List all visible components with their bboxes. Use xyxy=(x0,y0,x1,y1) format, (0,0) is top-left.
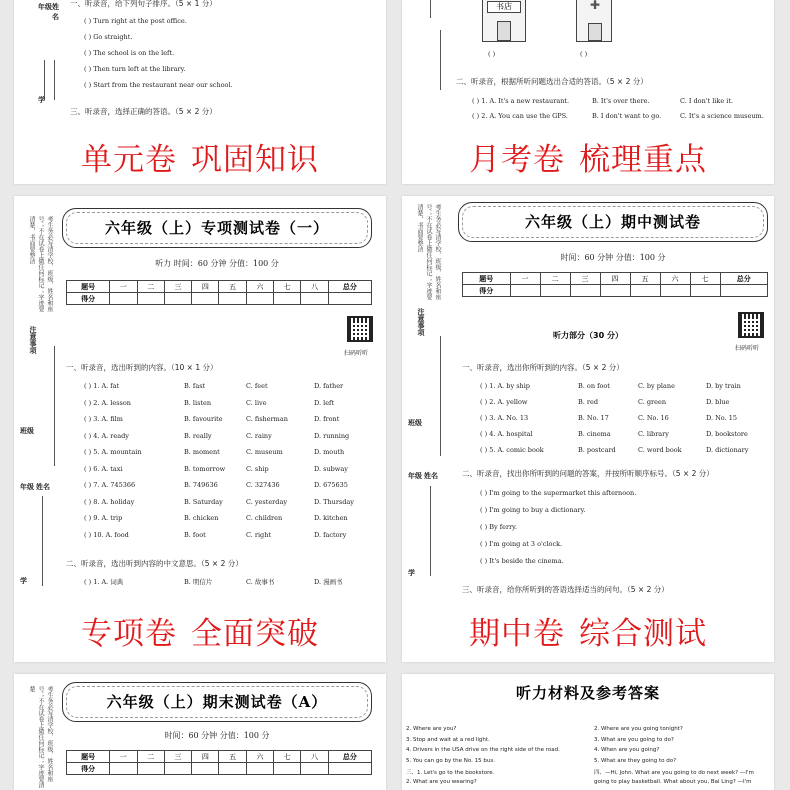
option: C. word book xyxy=(638,446,682,454)
margin-label-school: 学 xyxy=(20,576,27,585)
exam-title-box xyxy=(458,202,768,242)
option: C. I don't like it. xyxy=(680,97,733,105)
margin-rule xyxy=(430,0,431,18)
margin-label-name: 姓名 xyxy=(424,471,438,480)
section-heading: 二、听录音，选出听到内容的中文意思。（5 × 2 分） xyxy=(66,559,243,568)
option: C. fisherman xyxy=(246,415,288,423)
binding-margin xyxy=(14,196,58,662)
score-cell: 七 xyxy=(274,751,301,763)
option: ( ) 5. A. comic book xyxy=(480,446,544,454)
monthly-test-preview xyxy=(402,0,774,184)
option: ( ) 2. A. You can use the GPS. xyxy=(472,112,568,120)
score-cell: 五 xyxy=(219,281,246,293)
margin-label-school: 学 xyxy=(408,568,415,577)
score-cell: 五 xyxy=(630,273,660,285)
option: D. by train xyxy=(706,382,741,390)
exam-subtitle: 听力 时间：60 分钟 分值：100 分 xyxy=(155,259,279,268)
option: C. right xyxy=(246,530,272,539)
margin-label-grade: 年级 xyxy=(408,471,422,480)
score-cell: 得分 xyxy=(67,763,110,775)
score-table-row xyxy=(67,293,372,305)
score-cell: 三 xyxy=(164,751,191,763)
option: B. I don't want to go. xyxy=(592,112,662,120)
score-table-header xyxy=(463,273,768,285)
score-cell: 一 xyxy=(510,273,540,285)
margin-rule xyxy=(44,60,45,100)
exam-subtitle: 时间：60 分钟 分值：100 分 xyxy=(164,731,270,740)
caption xyxy=(402,134,774,179)
score-cell: 三 xyxy=(570,273,600,285)
question-line: ( ) The school is on the left. xyxy=(84,49,175,57)
margin-label-name: 姓名 xyxy=(36,482,50,491)
answer-line: 4. Drivers in the USA drive on the right side of the road. xyxy=(406,747,560,753)
option: B. cinema xyxy=(578,430,611,438)
option: D. mouth xyxy=(314,448,345,456)
option: D. 675635 xyxy=(314,481,348,489)
option: B. It's over there. xyxy=(592,97,650,105)
notice-label: 注意事项 xyxy=(29,326,38,354)
section-heading: 二、听录音，找出你所听到的问题的答案，并按所听顺序标号。（5 × 2 分） xyxy=(462,469,714,478)
question-line: ( ) Go straight. xyxy=(84,33,133,41)
option: C. 故事书 xyxy=(246,578,275,586)
answer-line: 四、—Hi, John. What are you going to do next week? —I'm xyxy=(594,770,754,776)
answer-line: 4. When are you going? xyxy=(594,747,660,753)
caption-part: 梳理重点 xyxy=(579,142,707,178)
caption-part: 期中卷 xyxy=(469,616,565,652)
score-cell: 二 xyxy=(540,273,570,285)
final-test-preview xyxy=(14,674,386,790)
option: C. ship xyxy=(246,464,269,473)
option: B. chicken xyxy=(184,514,219,522)
score-cell: 五 xyxy=(219,751,246,763)
margin-rule xyxy=(440,336,441,456)
margin-label-grade: 年级 xyxy=(20,482,34,491)
option: C. 327436 xyxy=(246,481,280,489)
score-cell: 七 xyxy=(274,281,301,293)
option: C. children xyxy=(246,514,283,522)
score-cell: 总分 xyxy=(720,273,768,285)
midterm-test-preview xyxy=(402,196,774,662)
notice-label: 注意事项 xyxy=(417,308,426,336)
option: B. foot xyxy=(184,530,206,539)
score-cell: 四 xyxy=(192,751,219,763)
exam-title-box xyxy=(62,208,372,248)
answer-line: 三、1. Let's go to the bookstore. xyxy=(406,770,495,776)
margin-rule xyxy=(440,30,441,90)
option: D. running xyxy=(314,431,350,440)
option: C. No. 16 xyxy=(638,414,669,422)
question-line: ( ) I'm going to the supermarket this afternoon. xyxy=(480,489,637,497)
score-cell: 二 xyxy=(137,281,164,293)
option: C. It's a science museum. xyxy=(680,112,764,120)
section-heading: 三、听录音，选择正确的答语。（5 × 2 分） xyxy=(70,107,217,116)
exam-title-box xyxy=(62,682,372,722)
caption-part: 综合测试 xyxy=(579,616,707,652)
answer-key-preview xyxy=(402,674,774,790)
score-table-row xyxy=(463,285,768,297)
margin-rule xyxy=(42,496,43,586)
score-table xyxy=(66,280,372,305)
notice-text: 考生务必写清学校、班级、姓名和座号；不在试卷上做任何标记；字迹要清楚 xyxy=(28,686,53,788)
margin-label-school: 学 xyxy=(38,95,45,104)
margin-label-grade: 年级 xyxy=(38,2,52,11)
option: C. live xyxy=(246,398,267,407)
option: B. 明信片 xyxy=(184,578,213,586)
binding-margin xyxy=(14,674,58,790)
score-cell: 总分 xyxy=(328,281,371,293)
option: C. library xyxy=(638,430,669,438)
question-line: ( ) I'm going to buy a dictionary. xyxy=(480,506,586,514)
question-line: ( ) Then turn left at the library. xyxy=(84,65,186,73)
score-table-row xyxy=(67,763,372,775)
option: D. bookstore xyxy=(706,430,748,438)
score-table-header xyxy=(67,281,372,293)
option: D. 漫画书 xyxy=(314,578,343,586)
caption-part: 专项卷 xyxy=(81,616,177,652)
section-heading: 一、听录音，选出你所听到的内容。（5 × 2 分） xyxy=(462,363,624,372)
option: D. Thursday xyxy=(314,497,354,506)
bookstore-image xyxy=(482,0,526,42)
option: D. factory xyxy=(314,530,347,539)
option: C. feet xyxy=(246,382,268,390)
score-cell: 六 xyxy=(660,273,690,285)
exam-title: 六年级（上）专项测试卷（一） xyxy=(104,219,329,237)
option: C. yesterday xyxy=(246,497,288,506)
caption-part: 全面突破 xyxy=(191,616,319,652)
margin-rule xyxy=(54,60,55,100)
score-cell: 一 xyxy=(110,281,137,293)
answer-line: 2. What are you wearing? xyxy=(406,778,477,785)
score-table xyxy=(66,750,372,775)
option: B. tomorrow xyxy=(184,464,226,473)
qr-code-icon[interactable] xyxy=(347,316,373,342)
option: B. 749636 xyxy=(184,481,218,489)
score-cell: 八 xyxy=(301,281,328,293)
bookstore-sign: 书店 xyxy=(487,1,521,13)
question-line: ( ) By ferry. xyxy=(480,523,518,531)
section-heading: 二、听录音，根据所听问题选出合适的答语。（5 × 2 分） xyxy=(456,77,648,86)
question-line: ( ) Turn right at the post office. xyxy=(84,17,187,25)
special-test-preview xyxy=(14,196,386,662)
option: B. moment xyxy=(184,448,220,456)
caption xyxy=(14,134,386,179)
option: D. No. 15 xyxy=(706,414,738,422)
score-cell: 得分 xyxy=(463,285,511,297)
answer-line: 3. What are you going to do? xyxy=(594,736,674,743)
door-icon xyxy=(588,23,602,41)
score-table-header xyxy=(67,751,372,763)
option: ( ) 2. A. lesson xyxy=(84,398,131,407)
exam-title: 六年级（上）期中测试卷 xyxy=(524,213,701,231)
margin-label-name: 姓名 xyxy=(52,2,59,21)
score-cell: 二 xyxy=(137,751,164,763)
option: ( ) 3. A. No. 13 xyxy=(480,414,529,422)
listening-heading: 听力部分（30 分） xyxy=(553,331,623,340)
section-heading: 三、听录音，给你所听到的答语选择适当的问句。（5 × 2 分） xyxy=(462,585,669,594)
exam-subtitle: 时间：60 分钟 分值：100 分 xyxy=(560,253,666,262)
caption xyxy=(14,608,386,653)
option: ( ) 1. A. 词典 xyxy=(84,578,124,586)
score-cell: 七 xyxy=(690,273,720,285)
option: B. listen xyxy=(184,398,212,407)
option: D. blue xyxy=(706,398,730,406)
option: B. fast xyxy=(184,382,206,390)
score-cell: 六 xyxy=(246,281,273,293)
option: ( ) 1. A. It's a new restaurant. xyxy=(472,97,570,105)
margin-label-class: 班级 xyxy=(20,426,34,435)
score-cell: 总分 xyxy=(328,751,371,763)
option: D. subway xyxy=(314,464,348,473)
margin-rule xyxy=(430,486,431,576)
score-cell: 八 xyxy=(301,751,328,763)
option: ( ) 1. A. by ship xyxy=(480,382,530,390)
qr-label: 扫码听听 xyxy=(735,345,760,352)
option: ( ) 9. A. trip xyxy=(84,514,123,522)
answer-line: 3. Stop and wait at a red light. xyxy=(406,736,490,743)
answer-line: 2. Where are you going tonight? xyxy=(594,726,683,732)
answer-key-title: 听力材料及参考答案 xyxy=(515,684,660,702)
score-table xyxy=(462,272,768,297)
score-cell: 四 xyxy=(192,281,219,293)
score-cell: 一 xyxy=(110,751,137,763)
option: ( ) 7. A. 745366 xyxy=(84,481,136,489)
cross-icon: ✚ xyxy=(589,0,601,12)
option: ( ) 3. A. film xyxy=(84,415,123,423)
option: ( ) 2. A. yellow xyxy=(480,398,528,406)
score-cell: 得分 xyxy=(67,293,110,305)
qr-label: 扫码听听 xyxy=(344,350,369,357)
answer-paren: ( ) xyxy=(580,50,588,58)
answer-line: 5. You can go by the No. 15 bus. xyxy=(406,757,495,764)
option: ( ) 4. A. ready xyxy=(84,431,129,440)
option: ( ) 1. A. fat xyxy=(84,382,120,390)
option: ( ) 6. A. taxi xyxy=(84,464,123,473)
margin-label-class: 班级 xyxy=(408,418,422,427)
option: B. really xyxy=(184,431,212,440)
option: D. father xyxy=(314,382,344,390)
caption-part: 月考卷 xyxy=(469,142,565,178)
score-cell: 三 xyxy=(164,281,191,293)
option: D. dictionary xyxy=(706,446,749,454)
score-cell: 题号 xyxy=(67,281,110,293)
margin-rule xyxy=(54,346,55,466)
option: B. favourite xyxy=(184,415,223,423)
unit-test-preview xyxy=(14,0,386,184)
score-cell: 六 xyxy=(246,751,273,763)
option: B. Saturday xyxy=(184,497,223,506)
option: C. green xyxy=(638,398,667,406)
option: B. red xyxy=(578,398,599,406)
question-line: ( ) Start from the restaurant near our school. xyxy=(84,81,233,89)
option: B. No. 17 xyxy=(578,414,609,422)
score-cell: 题号 xyxy=(463,273,511,285)
door-icon xyxy=(497,21,511,41)
notice-text: 考生务必写清学校、班级、姓名和座号；不在试卷上做任何标记；字迹要清楚，书面要整洁 xyxy=(416,204,441,300)
option: ( ) 10. A. food xyxy=(84,530,129,539)
caption xyxy=(402,608,774,653)
answer-line: 2. Where are you? xyxy=(406,726,457,732)
caption-part: 单元卷 xyxy=(81,142,177,178)
caption-part: 巩固知识 xyxy=(191,142,319,178)
option: ( ) 4. A. hospital xyxy=(480,430,533,438)
option: D. front xyxy=(314,415,340,423)
binding-margin xyxy=(402,196,446,662)
option: C. museum xyxy=(246,448,283,456)
option: B. on foot xyxy=(578,382,610,390)
question-line: ( ) It's beside the cinema. xyxy=(480,557,564,565)
answer-line: 5. What are they going to do? xyxy=(594,757,677,764)
notice-text: 考生务必写清学校、班级、姓名和座号；不在试卷上做任何标记；字迹要清楚，书面要整洁 xyxy=(28,216,53,312)
option: ( ) 5. A. mountain xyxy=(84,448,142,456)
score-cell: 四 xyxy=(600,273,630,285)
option: B. postcard xyxy=(578,446,616,454)
option: C. rainy xyxy=(246,431,272,440)
section-heading: 一、听录音，选出听到的内容。（10 × 1 分） xyxy=(66,363,218,372)
option: D. left xyxy=(314,398,335,407)
answer-line: going to play basketball. What about you, Bai Ling? —I'm xyxy=(594,778,752,785)
score-cell: 题号 xyxy=(67,751,110,763)
section-heading: 一、听录音，给下列句子排序。（5 × 1 分） xyxy=(70,0,217,8)
option: ( ) 8. A. holiday xyxy=(84,497,135,506)
exam-title: 六年级（上）期末测试卷（A） xyxy=(106,693,328,711)
hospital-image xyxy=(576,0,612,42)
question-line: ( ) I'm going at 3 o'clock. xyxy=(480,540,563,548)
option: D. kitchen xyxy=(314,514,348,522)
option: C. by plane xyxy=(638,382,675,390)
answer-paren: ( ) xyxy=(488,50,496,58)
